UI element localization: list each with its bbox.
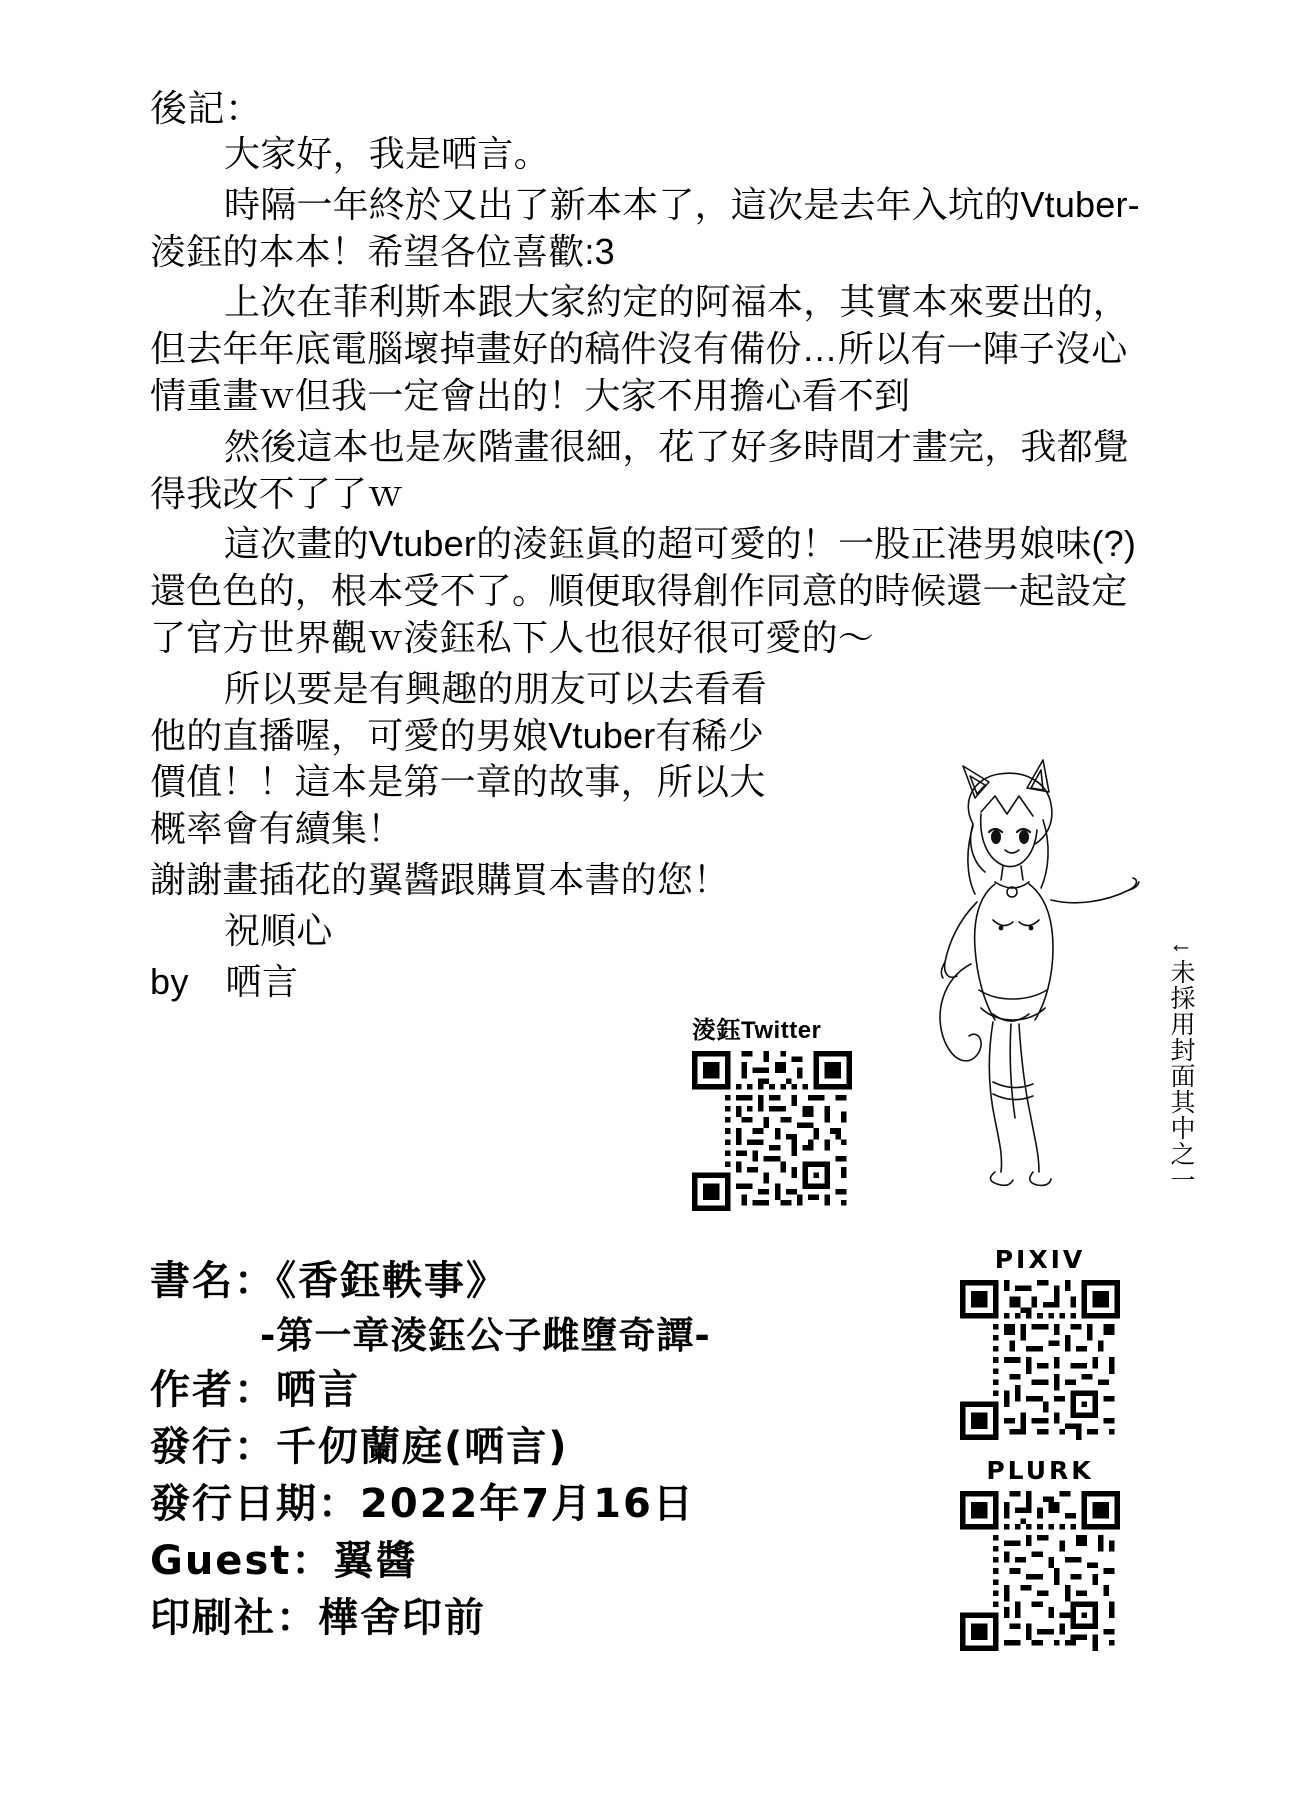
- plurk-qr-code[interactable]: [960, 1491, 1120, 1651]
- colophon-author: 作者：哂言: [150, 1367, 360, 1414]
- twitter-qr-block: [692, 1010, 867, 1211]
- afterword-paragraph-6: 所以要是有興趣的朋友可以去看看他的直播喔，可愛的男娘Vtuber有稀少價值！！這本是第一章的故事，所以大概率會有續集！: [150, 667, 768, 850]
- character-sketch: [915, 752, 1175, 1192]
- afterword-signature: by 哂言: [150, 960, 299, 1002]
- afterword-heading: 後記：: [150, 88, 263, 129]
- pixiv-label: PIXIV: [994, 1245, 1086, 1274]
- plurk-label: PLURK: [986, 1456, 1094, 1485]
- colophon-guest: Guest：翼醬: [150, 1537, 418, 1584]
- illustration-caption: ←未採用封面其中之一: [1167, 930, 1195, 1193]
- afterword-paragraph-1: 大家好，我是哂言。: [224, 133, 550, 174]
- colophon-publisher: 發行：千仞蘭庭(哂言): [150, 1424, 569, 1471]
- social-qr-section: [935, 1245, 1145, 1651]
- colophon-printer: 印刷社：樺舍印前: [150, 1594, 486, 1641]
- colophon-subtitle: -第一章淩鈺公子雌墮奇譚-: [260, 1313, 711, 1357]
- twitter-label: 淩鈺Twitter: [692, 1017, 822, 1044]
- afterword-paragraph-5: 這次畫的Vtuber的淩鈺眞的超可愛的！一股正港男娘味(?)還色色的，根本受不了。順便取得創作同意的時候還一起設定了官方世界觀ｗ淩鈺私下人也很好很可愛的〜: [150, 523, 1137, 658]
- colophon-title: 書名：《香鈺軼事》: [150, 1258, 508, 1304]
- afterword-paragraph-3: 上次在菲利斯本跟大家約定的阿福本，其實本來要出的，但去年年底電腦壞掉畫好的稿件沒有備份…所以有一陣子沒心情重畫ｗ但我一定會出的！大家不用擔心看不到: [150, 281, 1130, 416]
- colophon-publish-date: 發行日期：2022年7月16日: [150, 1480, 695, 1527]
- afterword-paragraph-7: 謝謝畫插花的翼醬跟購買本書的您！: [150, 858, 730, 900]
- pixiv-qr-code[interactable]: [960, 1280, 1120, 1440]
- afterword-paragraph-4: 然後這本也是灰階畫很細，花了好多時間才畫完，我都覺得我改不了了ｗ: [150, 425, 1130, 514]
- colophon-section: [150, 1253, 910, 1646]
- afterword-paragraph-2: 時隔一年終於又出了新本本了，這次是去年入坑的Vtuber-淩鈺的本本！希望各位喜歡:3: [150, 183, 1140, 272]
- twitter-qr-code[interactable]: [692, 1051, 852, 1211]
- afterword-closing: 祝順心: [224, 909, 333, 951]
